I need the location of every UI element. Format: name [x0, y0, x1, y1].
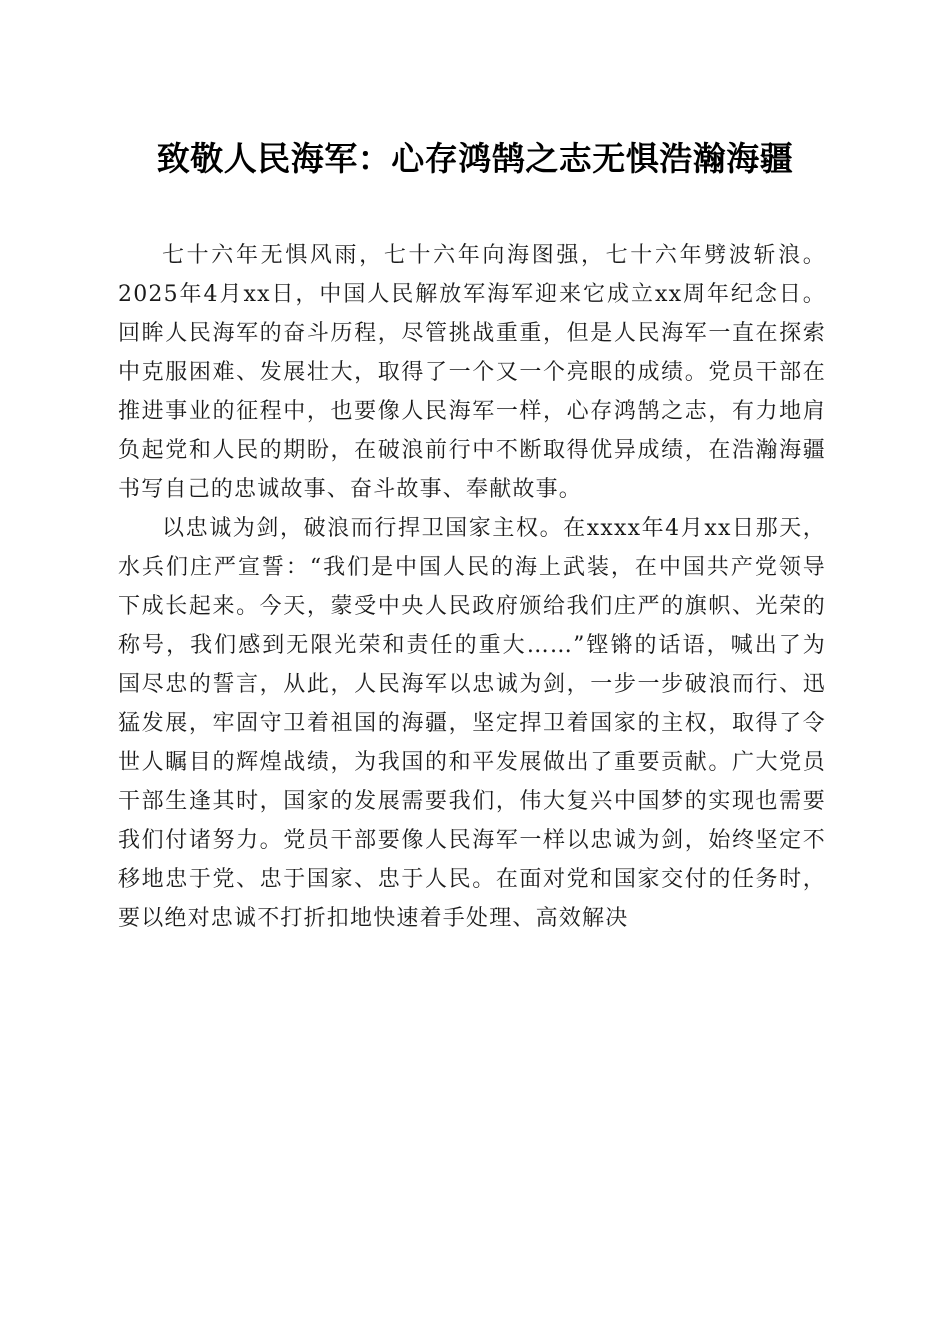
paragraph-1: 七十六年无惧风雨，七十六年向海图强，七十六年劈波斩浪。2025年4月xx日，中国人民解放军海军迎来它成立xx周年纪念日。回眸人民海军的奋斗历程，尽管挑战重重，但是人民海军一直在探索中克服困难、发展壮大，取得了一个又一个亮眼的成绩。党员干部在推进事业的征程中，也要像人民海军一样，心存鸿鹄之志，有力地肩负起党和人民的期盼，在破浪前行中不断取得优异成绩，在浩瀚海疆书写自己的忠诚故事、奋斗故事、奉献故事。 — [118, 243, 826, 502]
document-title: 致敬人民海军：心存鸿鹄之志无惧浩瀚海疆 — [156, 139, 794, 178]
document-body — [118, 236, 826, 938]
paragraph-2: 以忠诚为剑，破浪而行捍卫国家主权。在xxxx年4月xx日那天，水兵们庄严宣誓：“我们是中国人民的海上武装，在中国共产党领导下成长起来。今天，蒙受中央人民政府颁给我们庄严的旗帜、光荣的称号，我们感到无限光荣和责任的重大……”铿锵的话语，喊出了为国尽忠的誓言，从此，人民海军以忠诚为剑，一步一步破浪而行、迅猛发展，牢固守卫着祖国的海疆，坚定捍卫着国家的主权，取得了令世人瞩目的辉煌战绩，为我国的和平发展做出了重要贡献。广大党员干部生逢其时，国家的发展需要我们，伟大复兴中国梦的实现也需要我们付诸努力。党员干部要像人民海军一样以忠诚为剑，始终坚定不移地忠于党、忠于国家、忠于人民。在面对党和国家交付的任务时，要以绝对忠诚不打折扣地快速着手处理、高效解决 — [118, 516, 826, 931]
